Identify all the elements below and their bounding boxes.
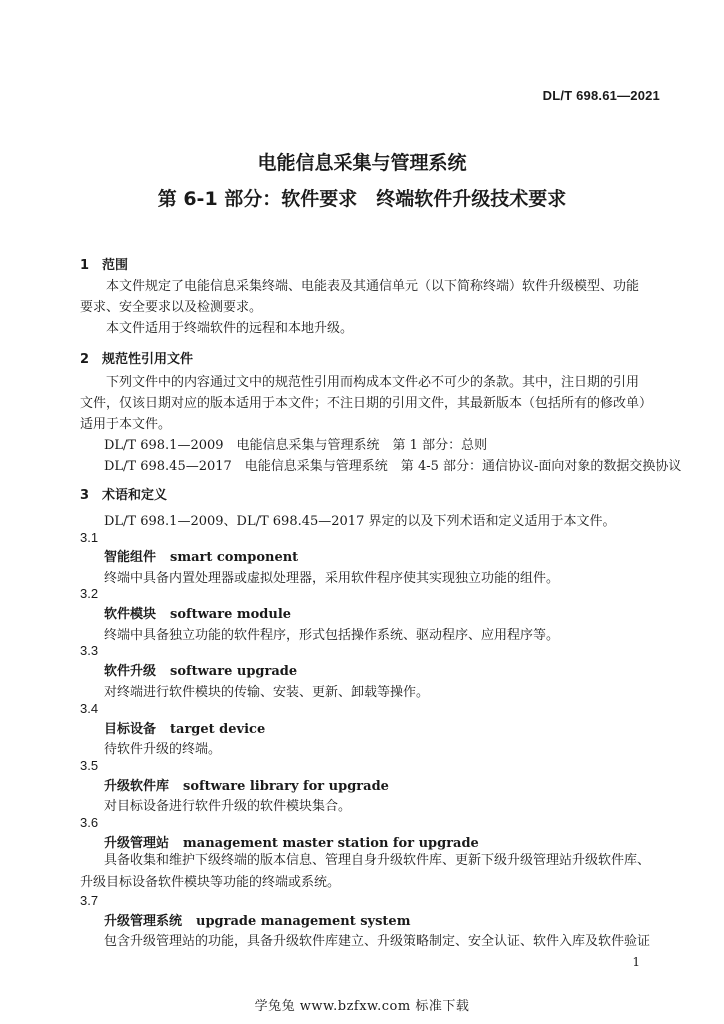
section-title: 范围 — [102, 258, 129, 273]
term-number: 3.5 — [80, 758, 99, 773]
paragraph: 本文件适用于终端软件的远程和本地升级。 — [106, 321, 354, 336]
term-heading — [104, 660, 297, 679]
term-heading — [104, 546, 298, 565]
section-number: 3 — [80, 488, 90, 503]
term-chinese: 软件升级 — [104, 664, 157, 679]
term-definition: 具备收集和维护下级终端的版本信息、管理自身升级软件库、更新下级升级管理站升级软件库、升级目标设备软件模块等功能的终端或系统。 — [80, 853, 651, 890]
term-number: 3.2 — [80, 586, 99, 601]
term-chinese: 升级管理站 — [104, 836, 170, 851]
term-chinese: 目标设备 — [104, 722, 157, 737]
term-number: 3.6 — [80, 815, 99, 830]
section-title: 规范性引用文件 — [102, 352, 194, 367]
term-english: target device — [170, 722, 266, 737]
term-definition: 待软件升级的终端。 — [104, 742, 222, 757]
document-title: 电能信息采集与管理系统 — [257, 152, 467, 174]
term-number: 3.1 — [80, 530, 99, 545]
paragraph: DL/T 698.1—2009、DL/T 698.45—2017 界定的以及下列术语和定义适用于本文件。 — [104, 514, 616, 529]
term-english: software upgrade — [170, 664, 298, 679]
term-definition: 包含升级管理站的功能，具备升级软件库建立、升级策略制定、安全认证、软件入库及软件验证 — [104, 934, 651, 949]
page-number: 1 — [632, 955, 640, 969]
section-heading-3 — [80, 484, 167, 503]
paragraph: 下列文件中的内容通过文中的规范性引用而构成本文件必不可少的条款。其中，注日期的引用文件，仅该日期对应的版本适用于本文件；不注日期的引用文件，其最新版本（包括所有的修改单）适用于本文件。 — [80, 375, 646, 432]
term-chinese: 软件模块 — [104, 607, 157, 622]
term-english: software library for upgrade — [183, 779, 389, 794]
term-english: smart component — [170, 550, 299, 565]
paragraph: 本文件规定了电能信息采集终端、电能表及其通信单元（以下简称终端）软件升级模型、功能要求、安全要求以及检测要求。 — [80, 279, 640, 315]
term-heading — [104, 910, 410, 929]
term-number: 3.7 — [80, 893, 99, 908]
term-definition: 对终端进行软件模块的传输、安装、更新、卸载等操作。 — [104, 685, 430, 700]
term-chinese: 升级软件库 — [104, 779, 170, 794]
term-chinese: 升级管理系统 — [104, 914, 183, 929]
document-subtitle: 第 6-1 部分：软件要求 终端软件升级技术要求 — [157, 188, 567, 210]
term-number: 3.4 — [80, 701, 99, 716]
section-heading-1 — [80, 254, 128, 273]
term-definition: 终端中具备独立功能的软件程序，形式包括操作系统、驱动程序、应用程序等。 — [104, 628, 560, 643]
section-heading-2 — [80, 348, 193, 367]
term-heading — [104, 603, 291, 622]
term-definition: 对目标设备进行软件升级的软件模块集合。 — [104, 799, 352, 814]
term-definition: 终端中具备内置处理器或虚拟处理器，采用软件程序使其实现独立功能的组件。 — [104, 571, 560, 586]
normative-reference: DL/T 698.1—2009 电能信息采集与管理系统 第 1 部分：总则 — [104, 438, 488, 453]
term-heading — [104, 832, 479, 851]
section-number: 1 — [80, 258, 90, 273]
normative-reference: DL/T 698.45—2017 电能信息采集与管理系统 第 4-5 部分：通信协议-面向对象的数据交换协议 — [104, 459, 682, 474]
term-heading — [104, 775, 389, 794]
term-english: upgrade management system — [196, 914, 411, 929]
section-title: 术语和定义 — [102, 488, 168, 503]
term-chinese: 智能组件 — [104, 550, 157, 565]
term-heading — [104, 718, 265, 737]
standard-code: DL/T 698.61—2021 — [542, 88, 660, 103]
watermark-footer: 学兔兔 www.bzfxw.com 标准下载 — [254, 999, 470, 1014]
term-english: software module — [170, 607, 292, 622]
term-number: 3.3 — [80, 643, 99, 658]
term-english: management master station for upgrade — [183, 836, 479, 851]
section-number: 2 — [80, 352, 90, 367]
